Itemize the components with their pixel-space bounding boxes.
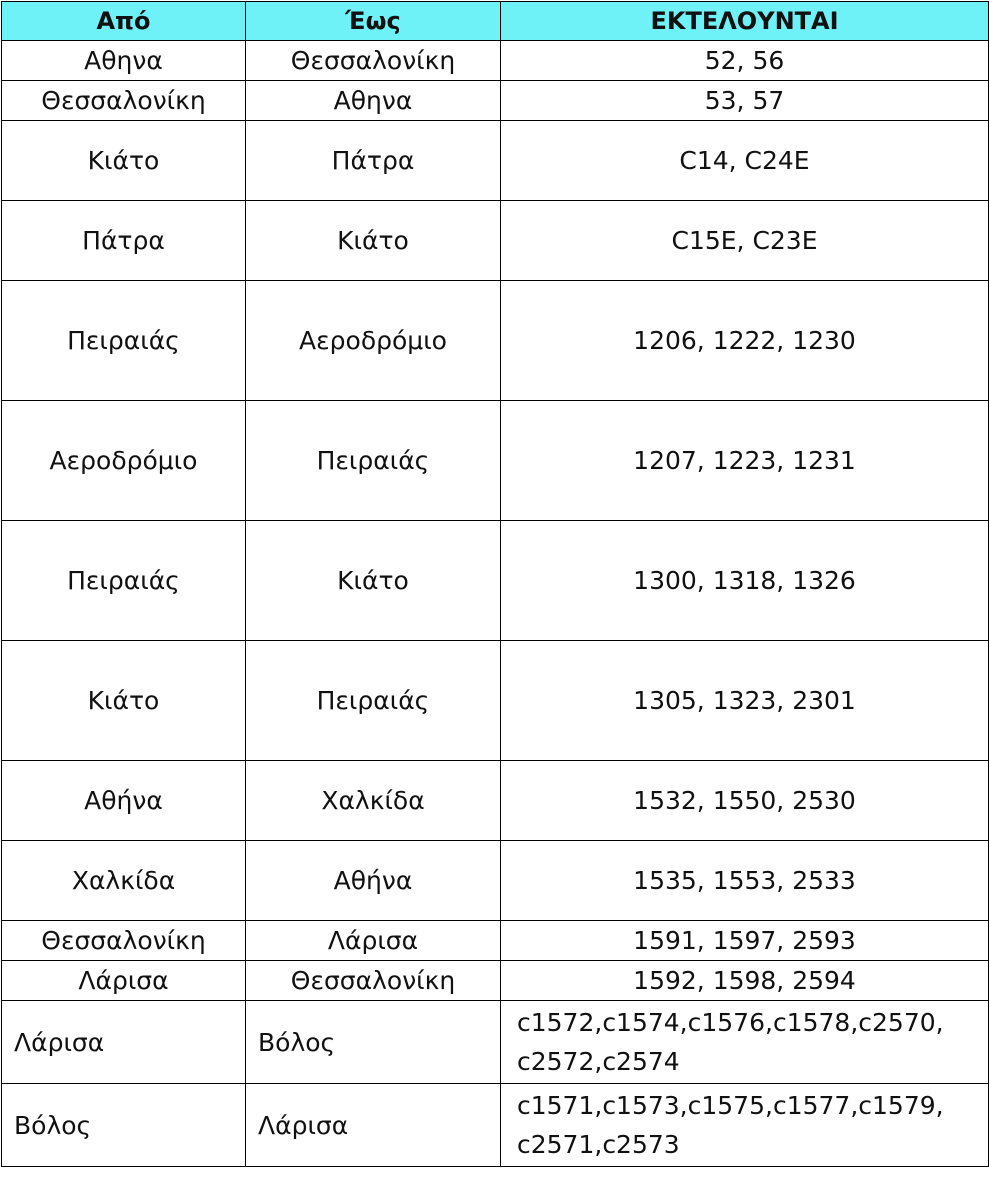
table-row <box>2 1001 989 1084</box>
table-row <box>2 41 989 81</box>
cell-from: Αεροδρόμιο <box>2 401 246 521</box>
cell-to: Πειραιάς <box>246 641 501 761</box>
table-row <box>2 921 989 961</box>
table-row <box>2 281 989 401</box>
cell-to: Πειραιάς <box>246 401 501 521</box>
cell-to: Θεσσαλονίκη <box>246 41 501 81</box>
table-row <box>2 81 989 121</box>
cell-runs <box>501 1084 989 1167</box>
table-row <box>2 201 989 281</box>
cell-runs: 1535, 1553, 2533 <box>501 841 989 921</box>
cell-runs: 1592, 1598, 2594 <box>501 961 989 1001</box>
cell-to: Κιάτο <box>246 201 501 281</box>
cell-from: Θεσσαλονίκη <box>2 921 246 961</box>
cell-runs: 52, 56 <box>501 41 989 81</box>
cell-runs-line: c2571,c2573 <box>517 1130 680 1159</box>
cell-from: Χαλκίδα <box>2 841 246 921</box>
table-row <box>2 961 989 1001</box>
cell-from: Πάτρα <box>2 201 246 281</box>
cell-from: Πειραιάς <box>2 521 246 641</box>
cell-from: Κιάτο <box>2 121 246 201</box>
cell-to: Αθηνα <box>246 81 501 121</box>
cell-runs-line: c1572,c1574,c1576,c1578,c2570, <box>517 1008 944 1037</box>
cell-runs: 1305, 1323, 2301 <box>501 641 989 761</box>
cell-runs-line: c1571,c1573,c1575,c1577,c1579, <box>517 1091 944 1120</box>
cell-to: Κιάτο <box>246 521 501 641</box>
table-row <box>2 1084 989 1167</box>
cell-from: Αθηνα <box>2 41 246 81</box>
cell-from: Βόλος <box>2 1084 246 1167</box>
table-row <box>2 641 989 761</box>
cell-runs: 1591, 1597, 2593 <box>501 921 989 961</box>
cell-runs: 1207, 1223, 1231 <box>501 401 989 521</box>
cell-from: Πειραιάς <box>2 281 246 401</box>
cell-runs: 1206, 1222, 1230 <box>501 281 989 401</box>
cell-runs <box>501 1001 989 1084</box>
cell-from: Λάρισα <box>2 961 246 1001</box>
cell-runs: 1532, 1550, 2530 <box>501 761 989 841</box>
header-runs: ΕΚΤΕΛΟΥΝΤΑΙ <box>501 2 989 41</box>
cell-runs: C15E, C23E <box>501 201 989 281</box>
header-row <box>2 2 989 41</box>
cell-to: Βόλος <box>246 1001 501 1084</box>
cell-from: Κιάτο <box>2 641 246 761</box>
cell-to: Πάτρα <box>246 121 501 201</box>
table-row <box>2 521 989 641</box>
cell-to: Λάρισα <box>246 921 501 961</box>
table-row <box>2 841 989 921</box>
train-schedule-table <box>1 1 989 1167</box>
header-to: Έως <box>246 2 501 41</box>
cell-runs: 53, 57 <box>501 81 989 121</box>
cell-to: Αθήνα <box>246 841 501 921</box>
cell-from: Αθήνα <box>2 761 246 841</box>
table-row <box>2 121 989 201</box>
cell-to: Χαλκίδα <box>246 761 501 841</box>
cell-to: Λάρισα <box>246 1084 501 1167</box>
table-row <box>2 401 989 521</box>
cell-from: Θεσσαλονίκη <box>2 81 246 121</box>
header-from: Από <box>2 2 246 41</box>
cell-from: Λάρισα <box>2 1001 246 1084</box>
cell-runs: 1300, 1318, 1326 <box>501 521 989 641</box>
cell-to: Θεσσαλονίκη <box>246 961 501 1001</box>
table-row <box>2 761 989 841</box>
cell-to: Αεροδρόμιο <box>246 281 501 401</box>
cell-runs-line: c2572,c2574 <box>517 1047 680 1076</box>
cell-runs: C14, C24E <box>501 121 989 201</box>
